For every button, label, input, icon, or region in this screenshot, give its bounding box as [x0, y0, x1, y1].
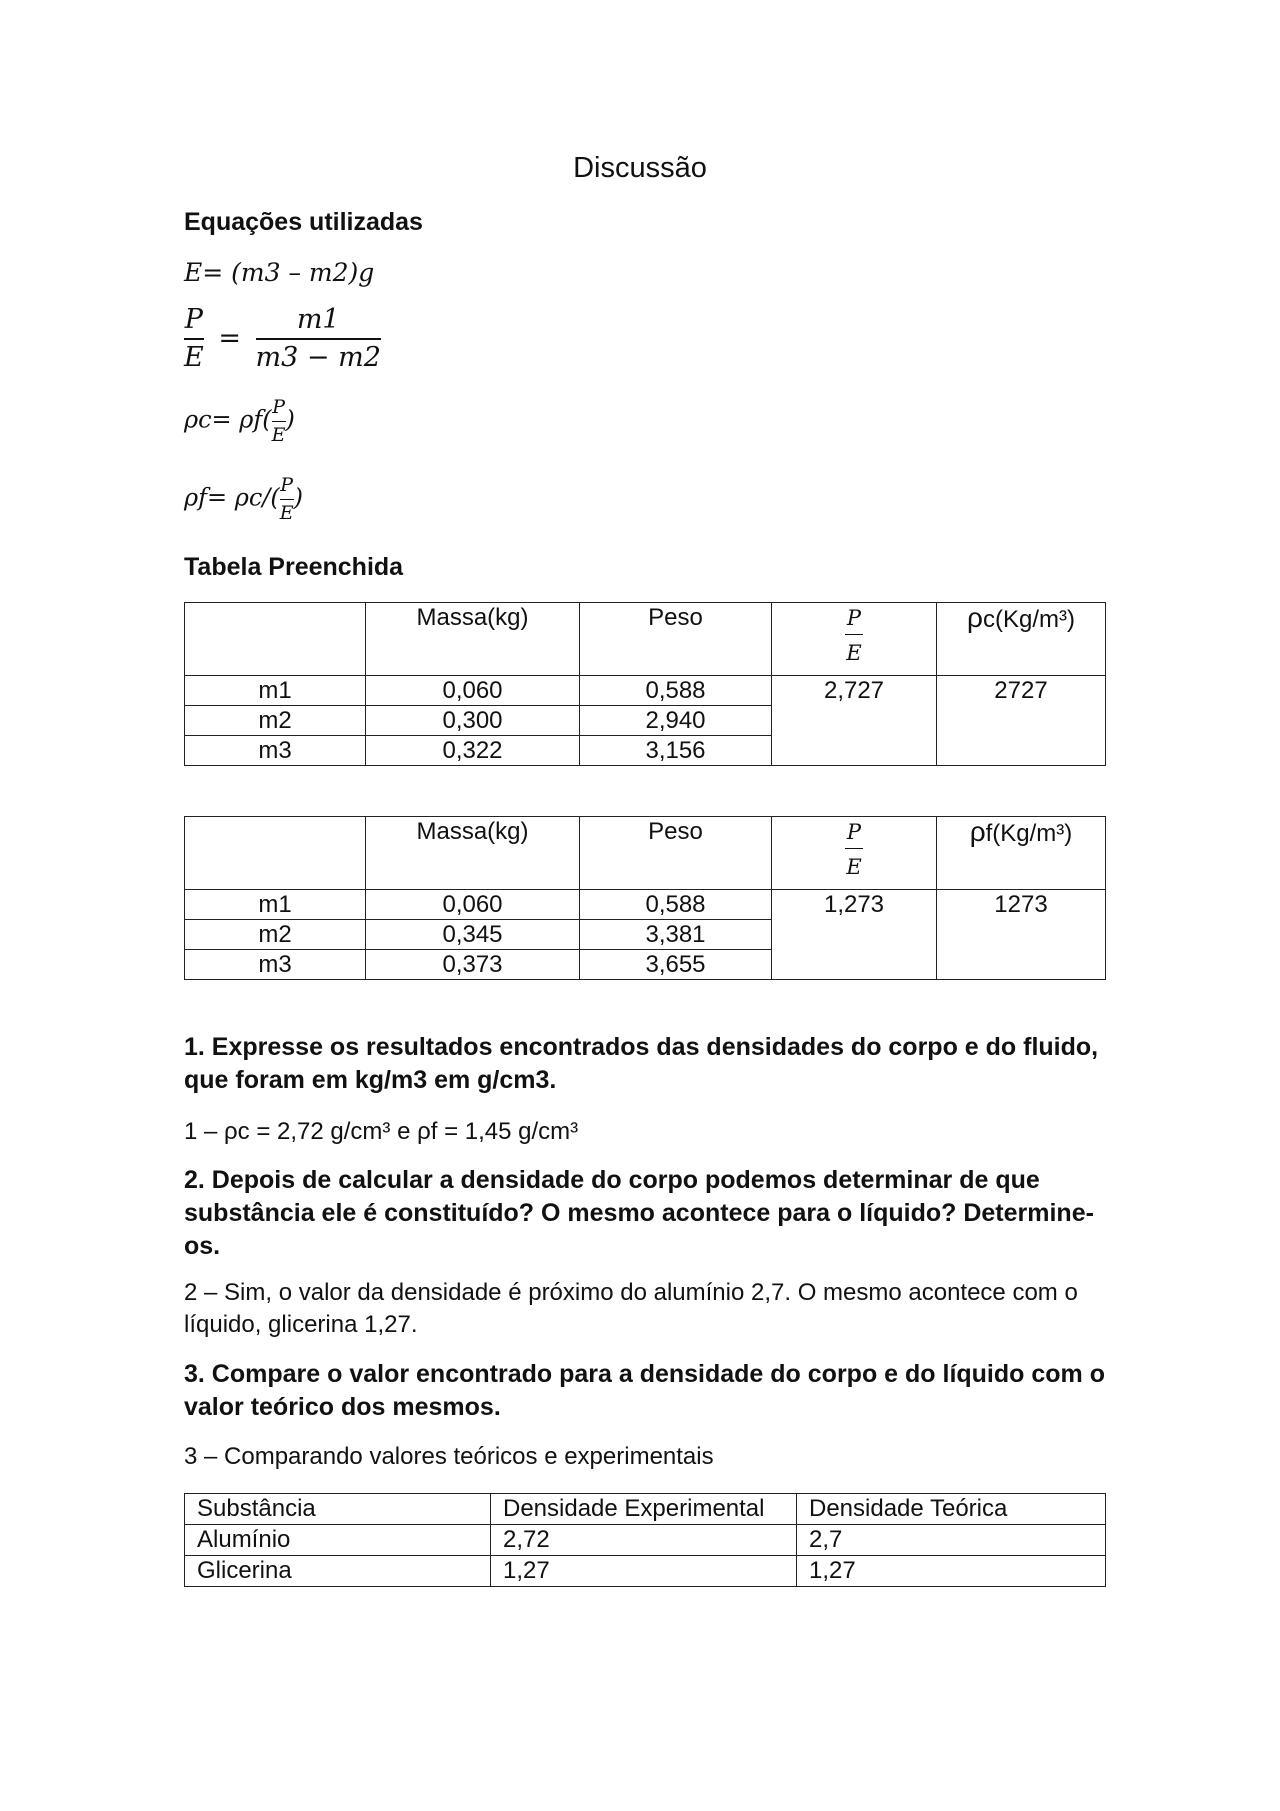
- massa-cell: 0,373: [366, 950, 580, 980]
- density-comparison-table: [184, 1493, 1106, 1587]
- fluid-density-table: [184, 816, 1106, 980]
- header-massa: Massa(kg): [366, 603, 580, 676]
- table-header-row: [185, 1494, 1106, 1525]
- table-row: [185, 1525, 1106, 1556]
- p-over-e-value: 1,273: [772, 890, 937, 980]
- empty-header-cell: [185, 603, 366, 676]
- body-density-table: [184, 602, 1106, 766]
- massa-cell: 0,300: [366, 706, 580, 736]
- header-substancia: Substância: [185, 1494, 491, 1525]
- header-p-over-e: [772, 603, 937, 676]
- fraction-denominator: E: [846, 855, 862, 879]
- fraction-numerator: P: [184, 304, 203, 335]
- rho-c-value: 2727: [937, 676, 1106, 766]
- rho-unit: c(Kg/m³): [982, 606, 1075, 633]
- row-label: m3: [185, 736, 366, 766]
- peso-cell: 2,940: [580, 706, 772, 736]
- equals-sign: =: [218, 323, 241, 354]
- equation-lhs: ρf= ρc/(: [184, 483, 280, 512]
- fraction-p-over-e: [184, 304, 204, 373]
- row-label: m2: [185, 706, 366, 736]
- row-label: m2: [185, 920, 366, 950]
- massa-cell: 0,060: [366, 890, 580, 920]
- fraction-denominator: E: [271, 424, 286, 446]
- fraction-numerator: P: [280, 474, 294, 496]
- header-densidade-teorica: Densidade Teórica: [797, 1494, 1106, 1525]
- rho-symbol: ρ: [967, 602, 983, 633]
- massa-cell: 0,345: [366, 920, 580, 950]
- peso-cell: 3,655: [580, 950, 772, 980]
- page-title: Discussão: [573, 152, 707, 184]
- peso-cell: 0,588: [580, 676, 772, 706]
- rho-unit: f(Kg/m³): [985, 820, 1073, 847]
- table-heading: Tabela Preenchida: [184, 553, 404, 581]
- equation-body-density: [184, 396, 295, 446]
- empty-header-cell: [185, 817, 366, 890]
- closing-paren: ): [285, 405, 295, 434]
- closing-paren: ): [293, 483, 303, 512]
- fraction-denominator: E: [846, 641, 862, 665]
- header-rho-f: [937, 817, 1106, 890]
- equation-lhs: ρc= ρf(: [184, 405, 272, 434]
- fraction-numerator: P: [846, 606, 862, 630]
- table-header-row: [185, 817, 1106, 890]
- equation-buoyancy: E= (m3 – m2)g: [184, 258, 375, 287]
- fraction-mass-ratio: [256, 304, 381, 373]
- table-row: [185, 890, 1106, 920]
- peso-cell: 3,381: [580, 920, 772, 950]
- substance-cell: Alumínio: [185, 1525, 491, 1556]
- theoretical-cell: 1,27: [797, 1556, 1106, 1587]
- answer-2: 2 – Sim, o valor da densidade é próximo do alumínio 2,7. O mesmo acontece com o líquido, glicerina 1,27.: [184, 1279, 1078, 1338]
- p-over-e-value: 2,727: [772, 676, 937, 766]
- row-label: m1: [185, 676, 366, 706]
- fraction-numerator: m1: [296, 304, 340, 335]
- fraction-numerator: P: [272, 396, 285, 418]
- equation-fluid-density: [184, 474, 303, 524]
- header-massa: Massa(kg): [366, 817, 580, 890]
- experimental-cell: 1,27: [491, 1556, 797, 1587]
- table-header-row: [185, 603, 1106, 676]
- answer-1: 1 – ρc = 2,72 g/cm³ e ρf = 1,45 g/cm³: [184, 1118, 579, 1145]
- equation-ratio: [184, 304, 381, 373]
- row-label: m1: [185, 890, 366, 920]
- rho-symbol: ρ: [969, 816, 986, 847]
- fraction-denominator: m3 − m2: [255, 342, 381, 373]
- substance-cell: Glicerina: [185, 1556, 491, 1587]
- massa-cell: 0,322: [366, 736, 580, 766]
- fraction-denominator: E: [184, 342, 204, 373]
- row-label: m3: [185, 950, 366, 980]
- header-peso: Peso: [580, 603, 772, 676]
- question-1: 1. Expresse os resultados encontrados das densidades do corpo e do fluido, que foram em kg/m3 em g/cm3.: [184, 1033, 1099, 1094]
- header-peso: Peso: [580, 817, 772, 890]
- fraction-numerator: P: [846, 820, 862, 844]
- question-2: 2. Depois de calcular a densidade do corpo podemos determinar de que substância ele é constituído? O mesmo acontece para o líquido? Determine-os.: [184, 1166, 1094, 1260]
- equations-heading: Equações utilizadas: [184, 208, 423, 236]
- header-rho-c: [937, 603, 1106, 676]
- theoretical-cell: 2,7: [797, 1525, 1106, 1556]
- rho-f-value: 1273: [937, 890, 1106, 980]
- answer-3: 3 – Comparando valores teóricos e experimentais: [184, 1443, 714, 1470]
- header-p-over-e: [772, 817, 937, 890]
- header-densidade-experimental: Densidade Experimental: [491, 1494, 797, 1525]
- fraction-denominator: E: [279, 502, 294, 524]
- peso-cell: 0,588: [580, 890, 772, 920]
- table-row: [185, 1556, 1106, 1587]
- massa-cell: 0,060: [366, 676, 580, 706]
- peso-cell: 3,156: [580, 736, 772, 766]
- question-3: 3. Compare o valor encontrado para a densidade do corpo e do líquido com o valor teórico dos mesmos.: [184, 1360, 1105, 1421]
- table-row: [185, 676, 1106, 706]
- experimental-cell: 2,72: [491, 1525, 797, 1556]
- fraction-p-over-e: [272, 396, 286, 446]
- fraction-p-over-e: [280, 474, 294, 524]
